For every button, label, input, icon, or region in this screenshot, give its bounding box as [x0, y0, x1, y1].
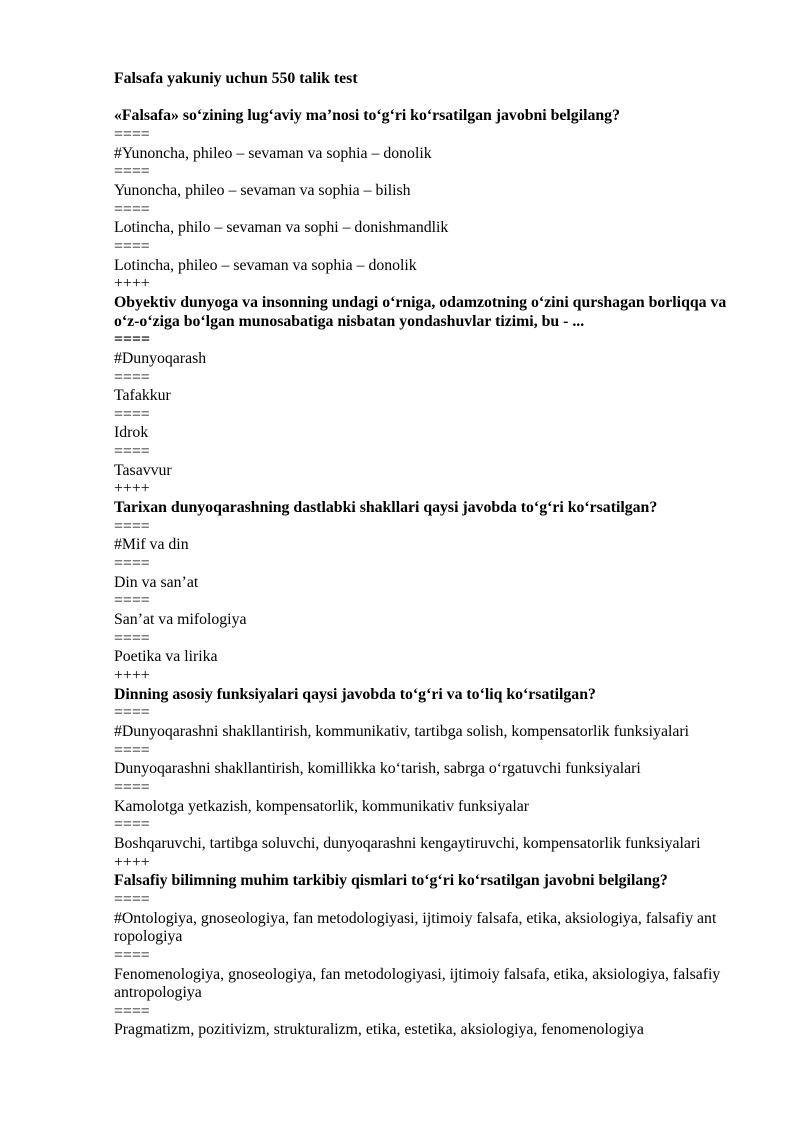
answer-text: San’at va mifologiya: [114, 611, 247, 629]
answer-separator: ====: [114, 517, 150, 535]
answer-separator: ====: [114, 331, 151, 349]
question-text: Tarixan dunyoqarashning dastlabki shakllari qaysi javobda to‘g‘ri ko‘rsatilgan?: [114, 499, 658, 517]
answer-text: Lotincha, philo – sevaman va sophi – donishmandlik: [114, 219, 449, 237]
answer-text: Kamolotga yetkazish, kompensatorlik, kommunikativ funksiyalar: [114, 797, 530, 815]
answer-separator: ====: [114, 778, 150, 796]
answer-separator: ====: [114, 816, 150, 834]
answer-text: Idrok: [114, 424, 149, 442]
answer-separator: ====: [114, 125, 150, 143]
answer-separator: ====: [114, 237, 150, 255]
document-title: Falsafa yakuniy uchun 550 talik test: [114, 70, 358, 87]
answer-separator: ====: [114, 592, 150, 610]
question-separator: ++++: [114, 853, 150, 871]
answer-text: Pragmatizm, pozitivizm, strukturalizm, etika, estetika, aksiologiya, fenomenologiya: [114, 1021, 644, 1039]
document-content: [114, 70, 736, 1040]
answer-separator: ====: [114, 555, 150, 573]
question-text: Obyektiv dunyoga va insonning undagi o‘rniga, odamzotning o‘zini qurshagan borliqqa va o‘z-o‘ziga bo‘lgan munosabatiga nisbatan yondashuvlar tizimi, bu - ...: [114, 293, 727, 330]
blank-line: [114, 89, 736, 108]
answer-text: Din va san’at: [114, 573, 199, 591]
answer-text: Boshqaruvchi, tartibga soluvchi, dunyoqarashni kengaytiruvchi, kompensatorlik funksiyalari: [114, 834, 701, 852]
answer-text: #Yunoncha, phileo – sevaman va sophia – donolik: [114, 144, 432, 162]
answer-separator: ====: [114, 946, 150, 964]
answer-separator: ====: [114, 405, 150, 423]
question-separator: ++++: [114, 275, 150, 293]
answer-text: Dunyoqarashni shakllantirish, komillikka ko‘tarish, sabrga o‘rgatuvchi funksiyalari: [114, 760, 641, 778]
answer-separator: ====: [114, 1002, 150, 1020]
answer-separator: ====: [114, 629, 150, 647]
answer-separator: ====: [114, 163, 150, 181]
answer-text: Tafakkur: [114, 387, 171, 405]
answer-separator: ====: [114, 890, 150, 908]
question-text: Dinning asosiy funksiyalari qaysi javobda to‘g‘ri va to‘liq ko‘rsatilgan?: [114, 685, 596, 703]
answer-text: Poetika va lirika: [114, 648, 218, 666]
answer-text: Yunoncha, phileo – sevaman va sophia – bilish: [114, 181, 411, 199]
question-separator: ++++: [114, 667, 150, 684]
question-text: «Falsafa» so‘zining lug‘aviy ma’nosi to‘g‘ri ko‘rsatilgan javobni belgilang?: [114, 107, 620, 125]
answer-text: #Ontologiya, gnoseologiya, fan metodologiyasi, ijtimoiy falsafa, etika, aksiologiya, falsafiy ant ropologiya: [114, 909, 717, 946]
answer-text: Lotincha, phileo – sevaman va sophia – donolik: [114, 256, 417, 274]
answer-separator: ====: [114, 200, 150, 218]
answer-text: #Mif va din: [114, 536, 189, 554]
question-separator: ++++: [114, 480, 150, 498]
document-body: [114, 89, 736, 1040]
answer-text: #Dunyoqarash: [114, 349, 207, 367]
answer-text: Fenomenologiya, gnoseologiya, fan metodologiyasi, ijtimoiy falsafa, etika, aksiologiya, falsafiy antropologiya: [114, 965, 721, 1002]
answer-separator: ====: [114, 741, 150, 759]
answer-separator: ====: [114, 704, 150, 722]
answer-separator: ====: [114, 368, 150, 386]
answer-separator: ====: [114, 443, 150, 461]
question-text: Falsafiy bilimning muhim tarkibiy qismlari to‘g‘ri ko‘rsatilgan javobni belgilang?: [114, 872, 668, 890]
answer-text: #Dunyoqarashni shakllantirish, kommunikativ, tartibga solish, kompensatorlik funksiyalari: [114, 722, 690, 740]
answer-text: Tasavvur: [114, 461, 172, 479]
